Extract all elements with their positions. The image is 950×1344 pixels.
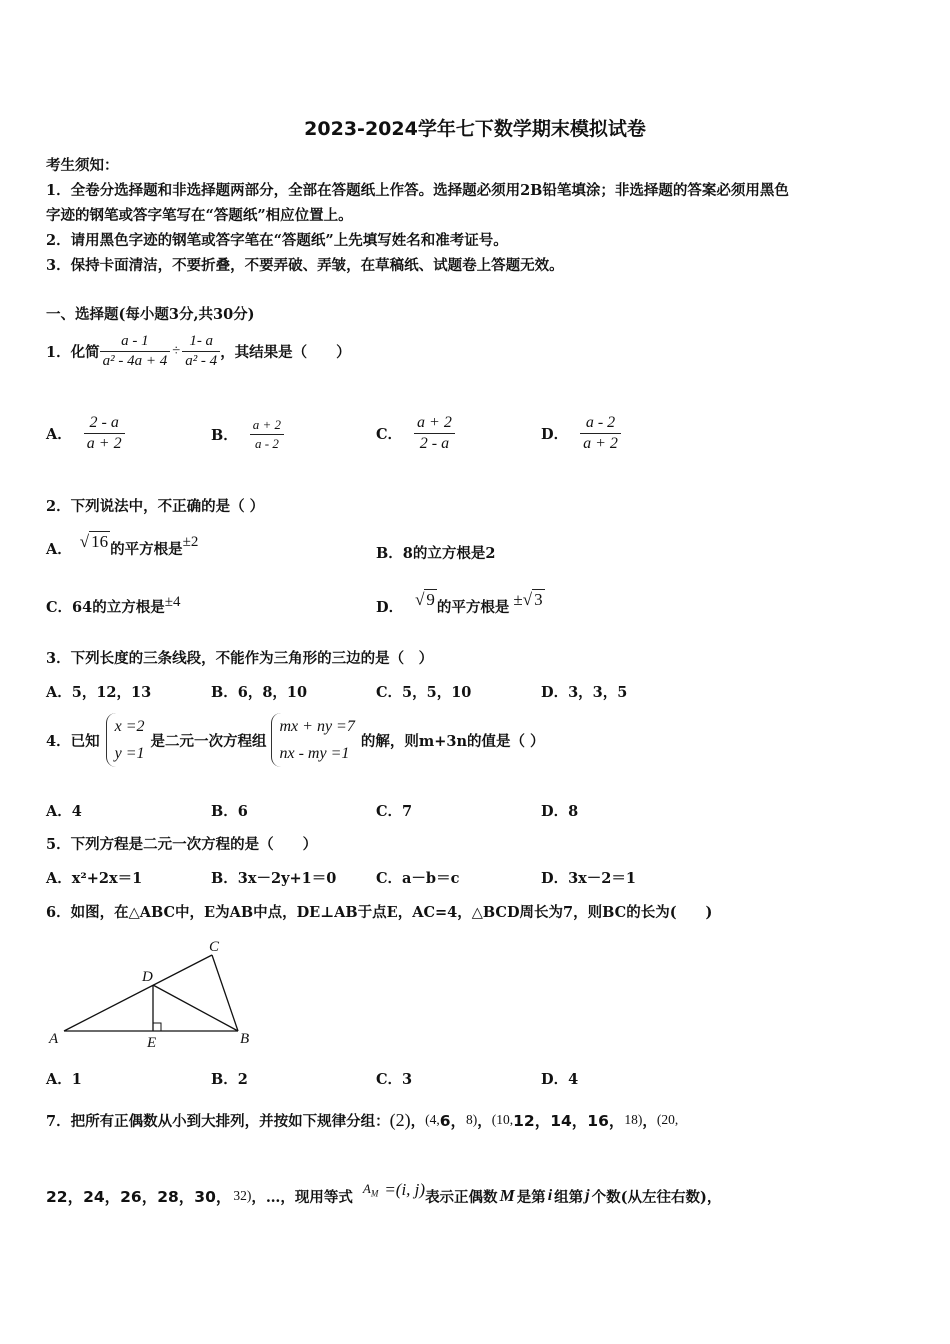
triangle-figure xyxy=(40,930,270,1055)
a-m-symbol: $A_M$ xyxy=(362,1181,379,1199)
q1-option-a[interactable]: A． $\frac{2 - a}{a + 2}$ xyxy=(46,410,125,456)
notice-heading: 考生须知： xyxy=(46,157,119,174)
q1-fraction-1: $\frac{a - 1}{\text{a² - 4a + 4}}$ xyxy=(100,333,171,370)
sqrt-9: √ 9 xyxy=(415,590,435,609)
q5-option-d[interactable]: D．3x－2＝1 xyxy=(541,870,636,887)
q6-option-b[interactable]: B．2 xyxy=(211,1071,248,1088)
q4-option-b[interactable]: B．6 xyxy=(211,803,248,820)
page-title: 2023-2024学年七下数学期末模拟试卷 xyxy=(304,118,646,140)
q4-option-c[interactable]: C．7 xyxy=(376,803,413,820)
q3-option-c[interactable]: C．5，5，10 xyxy=(376,684,472,701)
question-5: 5．下列方程是二元一次方程的是（ ） xyxy=(46,836,318,853)
question-4: 4．已知 x =2 y =1 是二元一次方程组 mx + ny =7 nx - my =1 的解，则m+3n的值是（ ） xyxy=(46,712,545,768)
question-7-line-1: 7．把所有正偶数从小到大排列，并按如下规律分组： (2) ， (4, 6， 8) ， (10, 12，14，16， 18) ， (20, xyxy=(46,1109,679,1130)
question-2: 2．下列说法中，不正确的是（ ） xyxy=(46,498,265,515)
q1-prefix: 1．化简 xyxy=(46,343,100,361)
q6-option-c[interactable]: C．3 xyxy=(376,1071,413,1088)
q1-fraction-2: $\frac{1- a}{\text{a² - 4}}$ xyxy=(182,333,220,370)
q2-option-b[interactable]: B．8的立方根是2 xyxy=(376,545,496,562)
question-3: 3．下列长度的三条线段，不能作为三角形的三边的是（ ） xyxy=(46,650,434,667)
q6-option-a[interactable]: A．1 xyxy=(46,1071,82,1088)
q4-solution-system: x =2 y =1 xyxy=(106,713,151,767)
notice-item-1-cont: 字迹的钢笔或答字笔写在“答题纸”相应位置上。 xyxy=(46,207,353,224)
notice-item-3: 3．保持卡面清洁，不要折叠，不要弄破、弄皱，在草稿纸、试题卷上答题无效。 xyxy=(46,257,564,274)
question-1 xyxy=(46,326,351,376)
label-e: E xyxy=(147,1035,157,1051)
segment-ac xyxy=(64,955,212,1031)
label-d: D xyxy=(142,969,153,985)
question-6: 6．如图，在△ABC中，E为AB中点，DE⊥AB于点E，AC=4，△BCD周长为7，则BC的长为( ) xyxy=(46,904,713,921)
q6-option-d[interactable]: D．4 xyxy=(541,1071,579,1088)
plus-minus-sqrt-3: ±√ 3 xyxy=(513,590,543,609)
q1-option-b[interactable]: B． $\frac{a + 2}{a - 2}$ xyxy=(211,413,284,455)
q4-equation-system: mx + ny =7 nx - my =1 xyxy=(271,713,361,767)
label-c: C xyxy=(209,939,220,955)
q5-option-c[interactable]: C．a－b＝c xyxy=(376,870,460,887)
q1-option-d-fraction: $\frac{a - 2}{a + 2}$ xyxy=(580,414,621,453)
section-heading: 一、选择题(每小题3分,共30分) xyxy=(46,306,255,323)
q3-option-a[interactable]: A．5，12，13 xyxy=(46,684,152,701)
sqrt-16: √ 16 xyxy=(79,532,109,551)
q1-suffix: ，其结果是（ ） xyxy=(220,343,351,361)
q5-option-b[interactable]: B．3x－2y+1＝0 xyxy=(211,870,337,887)
q3-option-d[interactable]: D．3，3，5 xyxy=(541,684,628,701)
q3-option-b[interactable]: B．6，8，10 xyxy=(211,684,308,701)
q1-option-d[interactable]: D． $\frac{a - 2}{a + 2}$ xyxy=(541,410,621,456)
divide-sign: ÷ xyxy=(172,342,181,359)
notice-item-2: 2．请用黑色字迹的钢笔或答字笔在“答题纸”上先填写姓名和准考证号。 xyxy=(46,232,508,249)
q2-option-d[interactable]: D． √ 9 的平方根是 ±√ 3 xyxy=(376,590,543,616)
q1-option-c[interactable]: C． $\frac{a + 2}{2 - a}$ xyxy=(376,410,455,456)
q1-option-c-fraction: $\frac{a + 2}{2 - a}$ xyxy=(414,414,455,453)
q4-option-a[interactable]: A．4 xyxy=(46,803,82,820)
right-angle-mark xyxy=(153,1023,161,1031)
q1-option-b-fraction: $\frac{a + 2}{a - 2}$ xyxy=(250,417,284,452)
question-7-line-2: 22，24，26，28，30， 32) ，…，现用等式 $A_M$ =(i, j) 表示正偶数 M 是第 i 组第 j 个数 (从左往右数)， xyxy=(46,1180,722,1206)
label-b: B xyxy=(240,1031,250,1047)
q2-option-a[interactable]: A． √ 16 的平方根是 ±2 xyxy=(46,532,199,558)
label-a: A xyxy=(49,1031,59,1047)
q1-option-a-fraction: $\frac{2 - a}{a + 2}$ xyxy=(84,414,125,453)
q4-option-d[interactable]: D．8 xyxy=(541,803,579,820)
notice-item-1: 1．全卷分选择题和非选择题两部分，全部在答题纸上作答。选择题必须用2B铅笔填涂；非选择题的答案必须用黑色 xyxy=(46,182,789,199)
q5-option-a[interactable]: A．x²+2x＝1 xyxy=(46,870,143,887)
q2-option-c[interactable]: C．64的立方根是 ±4 xyxy=(46,593,181,616)
